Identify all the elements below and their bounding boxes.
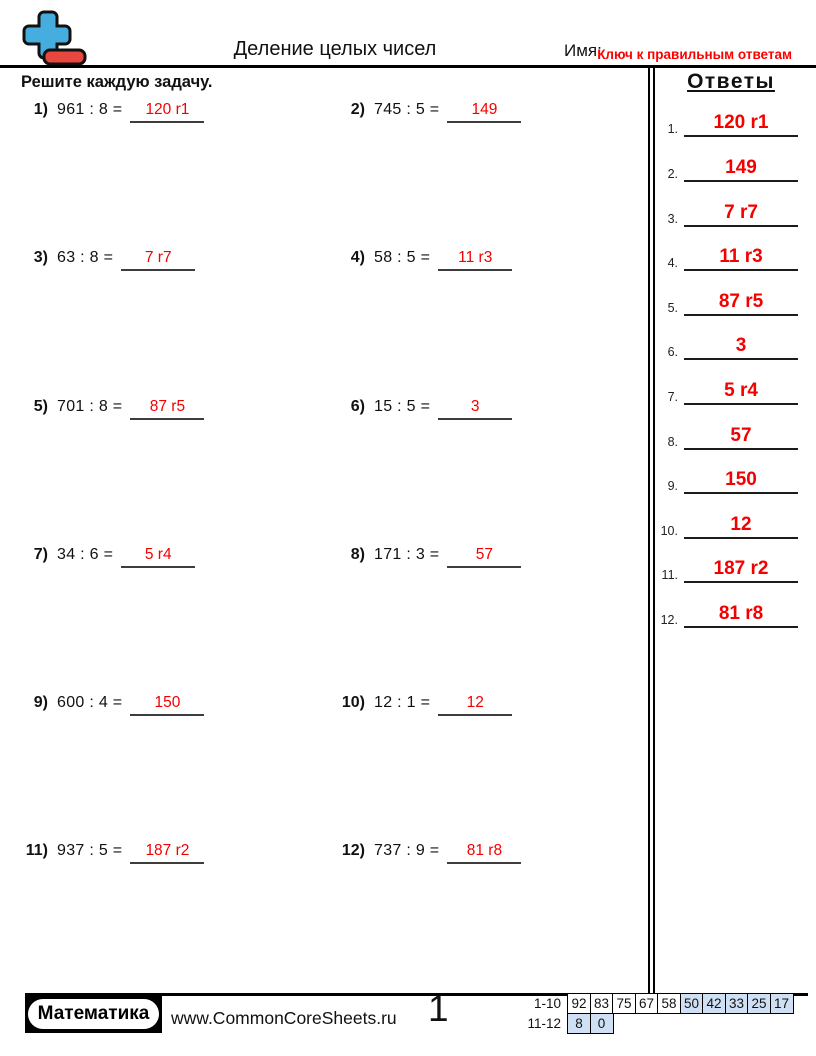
problem-row [0,842,648,870]
problem-expression: 937 : 5 = [57,842,123,859]
problem-row [0,546,648,574]
answer-item-10 [652,505,798,539]
score-row-11-12 [499,1013,794,1034]
page-number: 1 [428,988,449,1029]
score-cell: 83 [590,993,614,1014]
score-row-label: 1-10 [533,996,561,1011]
answer-value: 5 r4 [684,381,798,405]
answer-number: 1. [667,122,678,136]
instruction-text: Решите каждую задачу. [21,73,213,91]
answer-item-3 [652,193,798,227]
problem-expression: 737 : 9 = [374,842,440,859]
problem-row [0,398,648,426]
problem-row [0,101,648,129]
score-cell: 33 [725,993,749,1014]
score-cell: 50 [680,993,704,1014]
answer-number: 6. [667,345,678,360]
problem-expression: 701 : 8 = [57,398,123,415]
problem-answer-blank: 12 [438,694,512,716]
answer-item-9 [652,460,798,494]
header-divider [0,65,816,68]
problem-4 [335,249,512,271]
problem-answer-blank: 120 r1 [130,101,204,123]
plus-minus-logo-icon [22,10,88,66]
answer-item-7 [652,371,798,405]
problem-9 [18,694,204,716]
problem-3 [18,249,195,271]
score-table [499,993,794,1034]
problem-answer-blank: 11 r3 [438,249,512,271]
answer-value: 87 r5 [684,292,798,316]
problem-answer-blank: 87 r5 [130,398,204,420]
problem-expression: 171 : 3 = [374,546,440,563]
problem-number: 11) [25,842,48,859]
answer-number: 4. [667,256,678,271]
answer-key-label: Ключ к правильным ответам [597,47,792,62]
score-cell: 67 [635,993,659,1014]
problem-11 [18,842,204,864]
answer-item-4 [652,237,798,271]
answer-number: 8. [667,434,678,449]
problem-1 [18,101,204,123]
answer-value: 149 [684,158,798,182]
brand-label: Математика [28,999,159,1029]
answer-item-1 [652,103,798,137]
problem-12 [335,842,521,864]
score-cell: 17 [770,993,794,1014]
answer-value: 150 [684,470,798,494]
problem-answer-blank: 7 r7 [121,249,195,271]
problem-5 [18,398,204,420]
answer-item-2 [652,148,798,182]
problem-expression: 63 : 8 = [57,249,114,266]
score-row-label: 11-12 [527,1015,561,1031]
problem-number: 7) [33,546,48,563]
problem-expression: 12 : 1 = [374,694,431,711]
problem-number: 8) [350,546,365,563]
answer-value: 57 [684,426,798,450]
answer-number: 3. [667,211,678,226]
score-cell: 58 [657,993,681,1014]
problem-number: 4) [350,249,365,266]
answers-title: Ответы [687,70,775,93]
score-row-1-10 [499,993,794,1014]
answer-value: 11 r3 [684,247,798,271]
answer-item-12 [652,594,798,628]
problem-number: 12) [341,842,365,859]
problem-expression: 15 : 5 = [374,398,431,415]
problem-answer-blank: 3 [438,398,512,420]
score-cell: 25 [747,993,771,1014]
problem-10 [335,694,512,716]
answer-number: 7. [667,390,678,404]
answer-value: 7 r7 [684,203,798,227]
answer-item-6 [652,326,798,360]
problem-number: 6) [350,398,365,415]
problem-number: 3) [33,249,48,266]
score-cell: 92 [567,993,591,1014]
website-url: www.CommonCoreSheets.ru [171,1008,397,1028]
problem-answer-blank: 57 [447,546,521,568]
problem-expression: 34 : 6 = [57,546,114,563]
problem-answer-blank: 150 [130,694,204,716]
score-cell: 75 [612,993,636,1014]
problem-number: 1) [33,101,48,118]
problem-answer-blank: 187 r2 [130,842,204,864]
problem-row [0,249,648,277]
problem-number: 10) [341,694,365,711]
problem-expression: 58 : 5 = [374,249,431,266]
problem-number: 5) [33,398,48,415]
answer-number: 2. [667,167,678,181]
answer-item-8 [652,416,798,450]
answer-number: 12. [660,613,678,627]
name-label: Имя: [564,41,602,60]
problem-6 [335,398,512,420]
page-title: Деление целых чисел [233,38,437,60]
score-cell: 8 [567,1013,591,1034]
problem-answer-blank: 5 r4 [121,546,195,568]
problem-answer-blank: 81 r8 [447,842,521,864]
problem-8 [335,546,521,568]
score-cell: 0 [590,1013,614,1034]
answer-number: 9. [667,479,678,494]
problem-row [0,694,648,722]
problem-expression: 745 : 5 = [374,101,440,118]
answer-value: 81 r8 [684,604,798,628]
answer-item-5 [652,282,798,316]
answer-value: 120 r1 [684,113,798,137]
answer-value: 3 [684,336,798,360]
score-cell: 42 [702,993,726,1014]
answer-item-11 [652,549,798,583]
problem-2 [335,101,521,123]
answer-value: 12 [684,515,798,539]
answer-number: 10. [660,523,678,538]
problem-expression: 961 : 8 = [57,101,123,118]
problem-number: 9) [33,694,48,711]
answer-value: 187 r2 [684,559,798,583]
problem-number: 2) [350,101,365,118]
answer-number: 11. [661,568,678,583]
answer-number: 5. [667,300,678,315]
problem-answer-blank: 149 [447,101,521,123]
problem-7 [18,546,195,568]
problem-expression: 600 : 4 = [57,694,123,711]
brand-logo [25,995,162,1033]
